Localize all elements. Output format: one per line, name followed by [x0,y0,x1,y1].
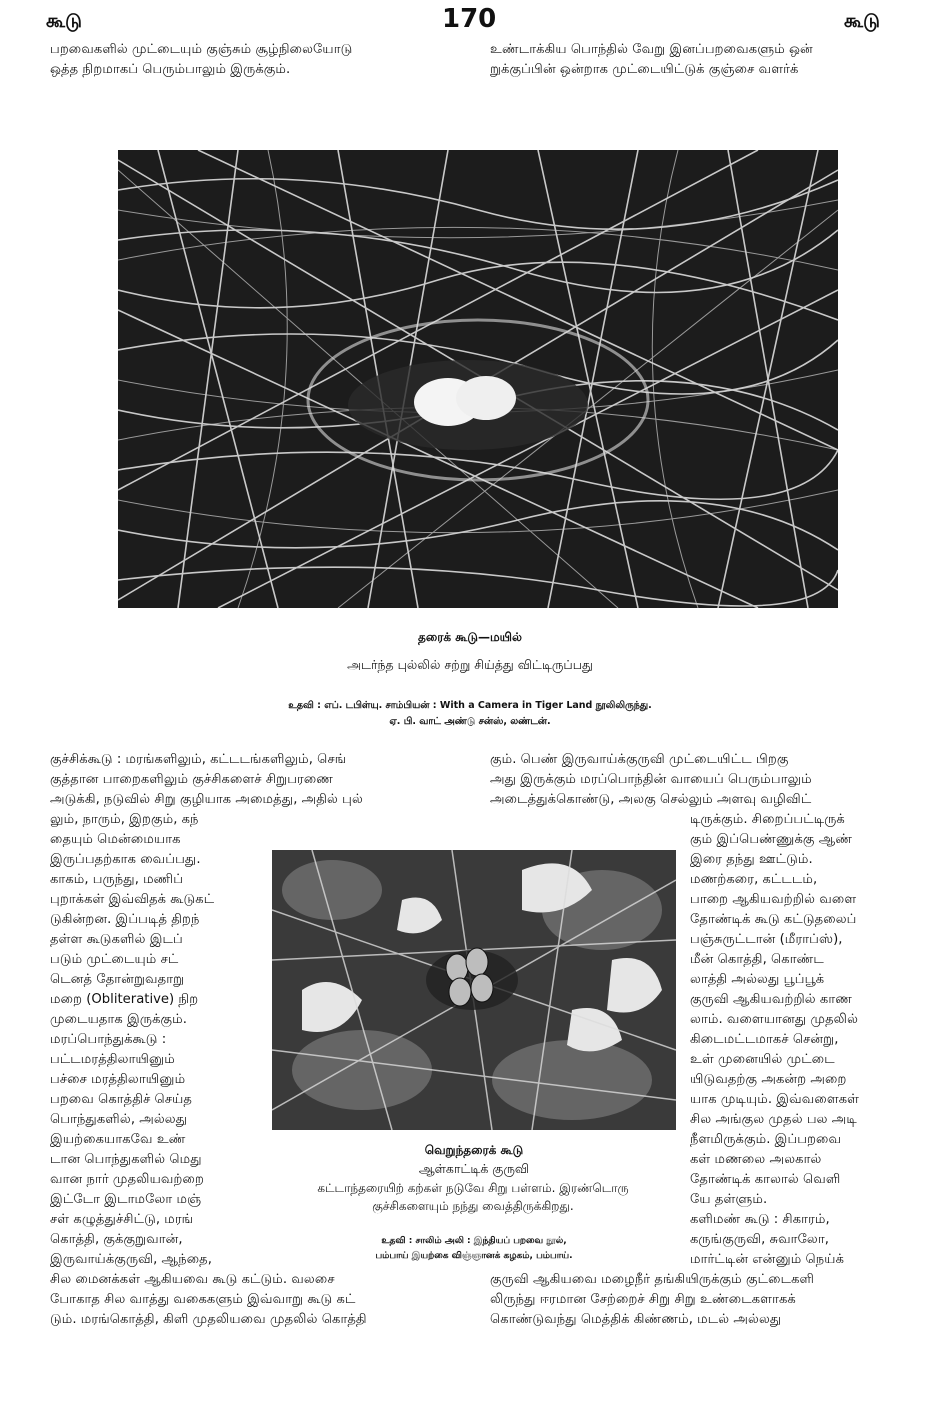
text-line: கொத்தி, குக்குறுவான், [50,1232,183,1247]
text-line: பறவைகளில் முட்டையும் குஞ்சும் சூழ்நிலையோடு [50,42,353,57]
text-line: லும், நாரும், இறகும், கந் [50,812,199,827]
text-line: இட்டோ இடாமலோ மஞ் [50,1192,202,1207]
text-line: தையும் மென்மையாக [50,832,181,847]
text-line: றுக்குப்பின் ஒன்றாக முட்டையிட்டுக் குஞ்சை வளர்க் [490,62,799,77]
text-line: மார்ட்டின் என்னும் நெய்க் [690,1252,845,1267]
text-line: முடையதாக இருக்கும். [50,1012,187,1027]
text-line: குருவி ஆகியவை மழைநீர் தங்கியிருக்கும் குட்டைகளி [490,1272,815,1287]
figure1-subtitle: அடர்ந்த புல்லில் சற்று சிய்த்து விட்டிருப்பது [347,657,593,672]
text-line: மரப்பொந்துக்கூடு : [50,1032,167,1047]
text-line: பட்டமரத்திலாயினும் [50,1052,175,1067]
text-line: சில மைனக்கள் ஆகியவை கூடு கட்டும். வலசை [50,1272,335,1287]
text-line: லிருந்து ஈரமான சேற்றைச் சிறு சிறு உண்டைகளாகக் [490,1292,796,1307]
text-line: தோண்டிக் காலால் வெளி [690,1172,841,1187]
left-column-full-bottom [50,1270,367,1330]
text-line: பொந்துகளில், அல்லது [50,1112,188,1127]
text-line: போகாத சில வாத்து வகைகளும் இவ்வாறு கூடு கட் [50,1292,356,1307]
text-line: இயற்கையாகவே உண் [50,1132,186,1147]
lapwing-nest-photo [272,850,676,1130]
page-number: 170 [442,4,497,34]
figure1-credit-line2: ஏ. பி. வாட் அண்டு சன்ஸ், லண்டன். [389,716,551,727]
text-line: யே தள்ளும். [690,1192,768,1207]
top-right-text [490,40,813,80]
text-line: குருவி ஆகியவற்றில் காண [690,992,853,1007]
text-line: சில அங்குல முதல் பல அடி [690,1112,857,1127]
text-line: சள் கழுத்துச்சிட்டு, மரங் [50,1212,194,1227]
text-line: களிமண் கூடு : சிகாரம், [690,1212,830,1227]
right-column-full-top [490,750,812,810]
text-line: கொண்டுவந்து மெத்திக் கிண்ணம், மடல் அல்லது [490,1312,782,1327]
text-line: பஞ்சுருட்டான் (மீராப்ஸ்), [690,932,843,947]
stone-nest-illustration [272,850,676,1130]
text-line: அது இருக்கும் மரப்பொந்தின் வாயைப் பெரும்பாலும் [490,772,812,787]
left-column-narrow [50,810,214,1270]
text-line: பச்சை மரத்திலாயினும் [50,1072,186,1087]
figure2-credit-line1: உதவி : சாலிம் அலி : இந்தியப் பறவை நூல், [381,1236,567,1246]
left-column-full-top [50,750,363,810]
text-line: டான பொந்துகளில் மெது [50,1152,202,1167]
text-line: மறை (Obliterative) நிற [50,992,199,1007]
peacock-nest-photo [118,150,838,608]
figure2-title: வெறுந்தரைக் கூடு [424,1143,524,1157]
top-left-text [50,40,352,80]
running-header-left: கூடு [46,10,83,32]
text-line: பறவை கொத்திச் செய்த [50,1092,193,1107]
figure2-credit-line2: பம்பாய் இயற்கை விஞ்ஞானக் கழகம், பம்பாய். [375,1251,573,1261]
text-line: ஒத்த நிறமாகப் பெரும்பாலும் இருக்கும். [50,62,291,77]
text-line: கும். பெண் இருவாய்க்குருவி முட்டையிட்ட பிறகு [490,752,789,767]
text-line: நீளமிருக்கும். இப்பறவை [690,1132,842,1147]
text-line: லாம். வளையானது முதலில் [690,1012,859,1027]
figure2-description-line1: கட்டாந்தரையிற் கற்கள் நடுவே சிறு பள்ளம். இரண்டொரு [317,1181,629,1195]
text-line: புறாக்கள் இவ்விதக் கூடுகட் [50,892,215,907]
text-line: வான நார் முதலியவற்றை [50,1172,204,1187]
text-line: யிடுவதற்கு அகன்ற அறை [690,1072,847,1087]
text-line: தோண்டிக் கூடு கட்டுதலைப் [690,912,857,927]
figure2-subtitle: ஆள்காட்டிக் குருவி [418,1161,530,1176]
text-line: படும் முட்டையும் சட் [50,952,179,967]
text-line: கருங்குருவி, சுவாலோ, [690,1232,829,1247]
figure1-title: தரைக் கூடு—மயில் [418,630,522,644]
text-line: பாறை ஆகியவற்றில் வளை [690,892,857,907]
text-line: அடைத்துக்கொண்டு, அலகு செல்லும் அளவு வழிவிட் [490,792,812,807]
figure2-description-line2: குச்சிகளையும் நந்து வைத்திருக்கிறது. [372,1199,574,1213]
text-line: டுகின்றன. இப்படித் திறந் [50,912,200,927]
text-line: குத்தான பாறைகளிலும் குச்சிகளைச் சிறுபரணை [50,772,334,787]
text-line: கும் இப்பெண்ணுக்கு ஆண் [690,832,853,847]
text-line: உள் முனையில் முட்டை [690,1052,835,1067]
text-line: உண்டாக்கிய பொந்தில் வேறு இனப்பறவைகளும் ஒன் [490,42,813,57]
text-line: இருவாய்க்குருவி, ஆந்தை, [50,1252,212,1267]
grass-nest-illustration [118,150,838,608]
figure1-credit-line1: உதவி : எப். டபிள்யு. சாம்பியன் : With a Camera in Tiger Land நூலிலிருந்து. [288,700,652,711]
text-line: இருப்பதற்காக வைப்பது. [50,852,201,867]
text-line: அடுக்கி, நடுவில் சிறு குழியாக அமைத்து, அதில் புல் [50,792,363,807]
text-line: யாக முடியும். இவ்வளைகள் [690,1092,860,1107]
text-line: கள் மணலை அலகால் [690,1152,822,1167]
text-line: தள்ள கூடுகளில் இடப் [50,932,183,947]
text-line: டும். மரங்கொத்தி, கிளி முதலியவை முதலில் கொத்தி [50,1312,367,1327]
text-line: கிடைமட்டமாகச் சென்று, [690,1032,839,1047]
running-header-right: கூடு [844,10,881,32]
right-column-narrow [690,810,859,1270]
text-line: டிருக்கும். சிறைப்பட்டிருக் [690,812,845,827]
text-line: மீன் கொத்தி, கொண்ட [690,952,824,967]
right-column-full-bottom [490,1270,814,1330]
text-line: இரை தந்து ஊட்டும். [690,852,813,867]
text-line: லாத்தி அல்லது பூப்பூக் [690,972,825,987]
text-line: காகம், பருந்து, மணிப் [50,872,184,887]
text-line: மணற்கரை, கட்டடம், [690,872,818,887]
text-line: டெனத் தோன்றுவதாறு [50,972,185,987]
text-line: குச்சிக்கூடு : மரங்களிலும், கட்டடங்களிலும், செங் [50,752,347,767]
